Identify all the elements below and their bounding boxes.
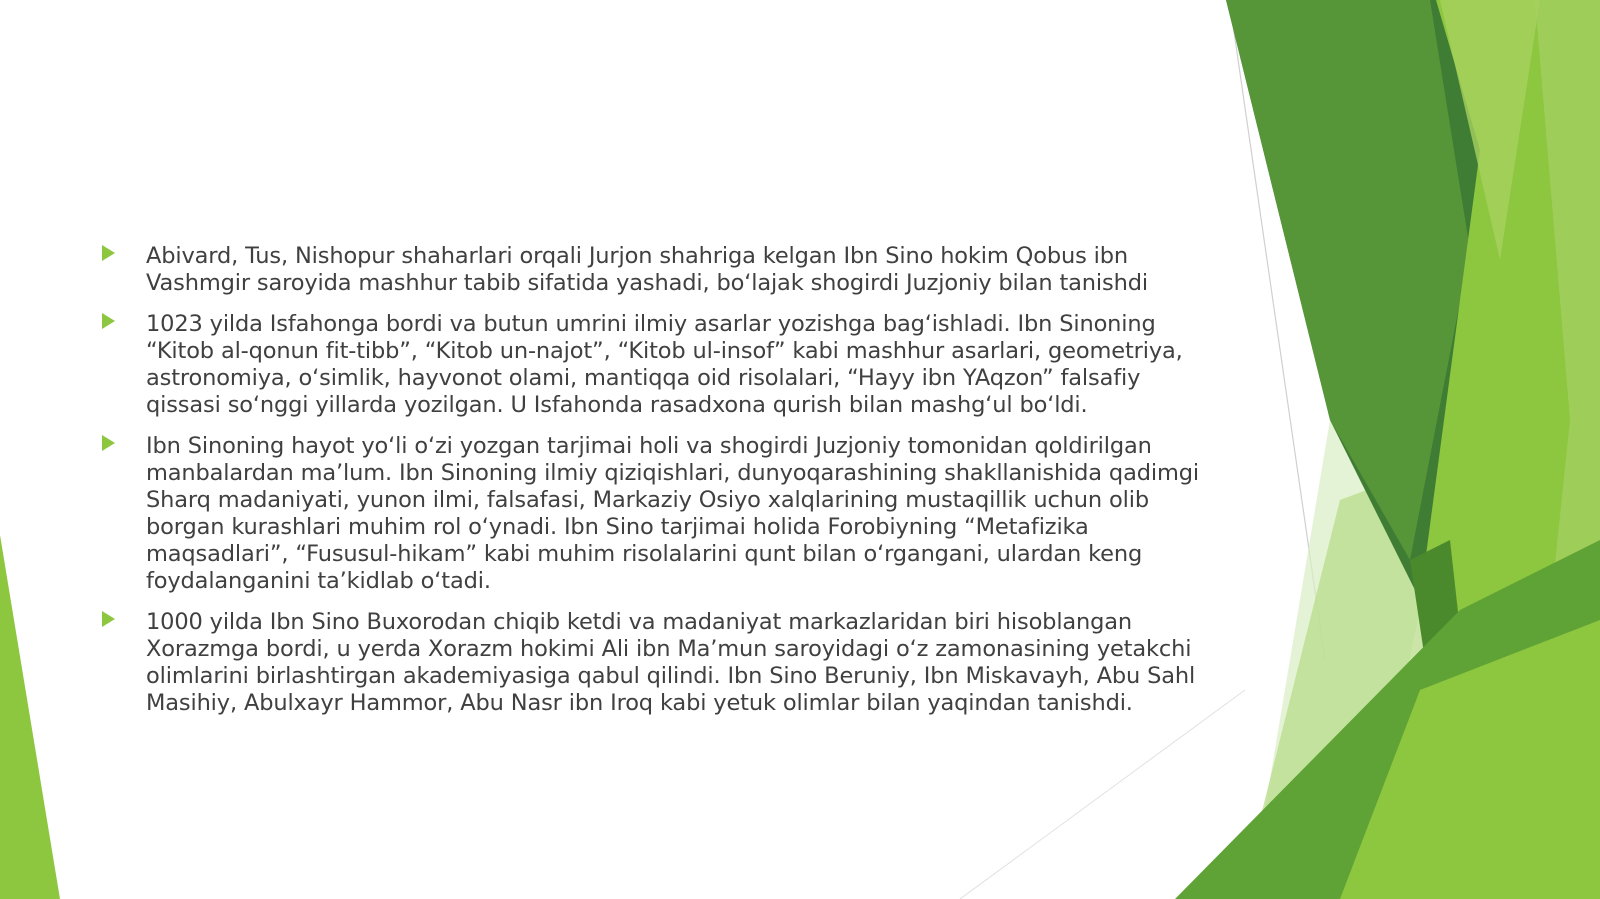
bullet-text: Abivard, Tus, Nishopur shaharlari orqali Jurjon shahriga kelgan Ibn Sino hokim Qobus ibn Vashmgir saroyida mashhur tabib sifatida yashadi, bo‘lajak shogirdi Juzjoniy bilan tanishdi — [146, 243, 1148, 296]
bullet-text: 1023 yilda Isfahonga bordi va butun umrini ilmiy asarlar yozishga bag‘ishladi. Ibn Sinoning “Kitob al-qonun fit-tibb”, “Kitob un-najot”, “Kitob ul-insof” kabi mashhur asarlari, geometriya, astronomiya, o‘simlik, hayvonot olami, mantiqqa oid risolalari, “Hayy ibn YAqzon” falsafiy qissasi so‘nggi yillarda yozilgan. U Isfahonda rasadxona qurish bilan mashg‘ul bo‘ldi. — [146, 311, 1183, 418]
list-item — [100, 433, 1210, 595]
list-item — [100, 311, 1210, 419]
left-green-sliver — [0, 535, 60, 899]
bullet-list — [100, 243, 1210, 731]
bullet-text: Ibn Sinoning hayot yo‘li o‘zi yozgan tarjimai holi va shogirdi Juzjoniy tomonidan qoldirilgan manbalardan ma’lum. Ibn Sinoning ilmiy qiziqishlari, dunyoqarashining shakllanishida qadimgi Sharq madaniyati, yunon ilmi, falsafasi, Markaziy Osiyo xalqlarining mustaqillik uchun olib borgan kurashlari muhim rol o‘ynadi. Ibn Sino tarjimai holida Forobiyning “Metafizika maqsadlari”, “Fususul-hikam” kabi muhim risolalarini qunt bilan o‘rgangani, ulardan keng foydalanganini ta’kidlab o‘tadi. — [146, 433, 1199, 594]
triangle-bullet-icon — [102, 245, 115, 261]
triangle-bullet-icon — [102, 435, 115, 451]
list-item — [100, 243, 1210, 297]
triangle-bullet-icon — [102, 313, 115, 329]
list-item — [100, 609, 1210, 717]
triangle-bullet-icon — [102, 611, 115, 627]
bullet-text: 1000 yilda Ibn Sino Buxorodan chiqib ketdi va madaniyat markazlaridan biri hisoblangan Xorazmga bordi, u yerda Xorazm hokimi Ali ibn Ma’mun saroyidagi o‘z zamonasining yetakchi olimlarini birlashtirgan akademiyasiga qabul qilindi. Ibn Sino Beruniy, Ibn Miskavayh, Abu Sahl Masihiy, Abulxayr Hammor, Abu Nasr ibn Iroq kabi yetuk olimlar bilan yaqindan tanishdi. — [146, 609, 1196, 716]
